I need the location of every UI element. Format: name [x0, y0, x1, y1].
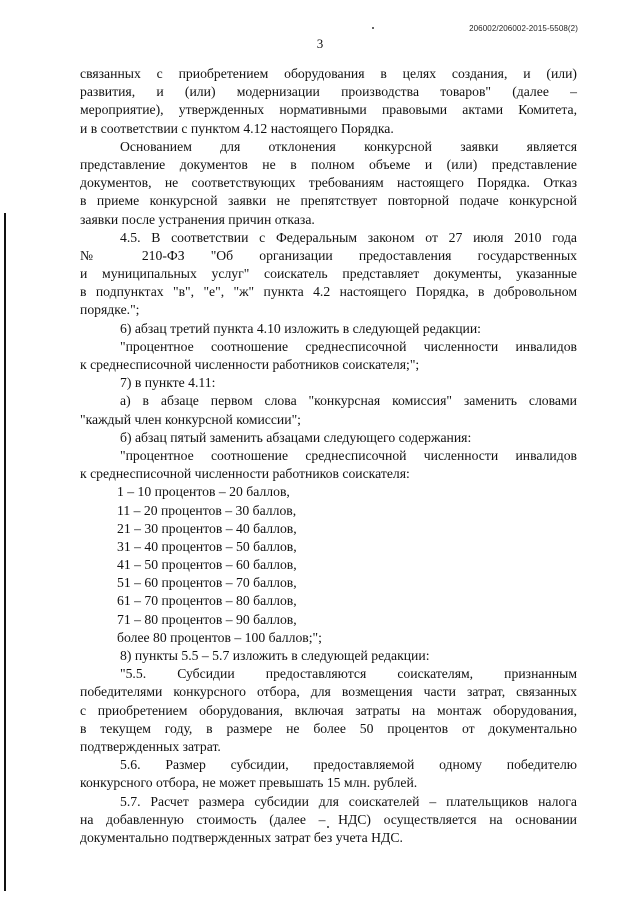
text-line: на добавленную стоимость (далее – НДС) осуществляется на основании [80, 811, 577, 827]
text-line: документов, не соответствующих требованиям настоящего Порядка. Отказ [80, 175, 577, 191]
text-line: "процентное соотношение среднесписочной численности инвалидов [120, 338, 577, 354]
text-line: представление документов не в полном объеме и (или) представление [80, 156, 577, 172]
text-line: с приобретением оборудования, включая затраты на монтаж оборудования, [80, 702, 577, 718]
text-line: и муниципальных услуг" соискатель представляет документы, указанные [80, 266, 577, 282]
text-line: 6) абзац третий пункта 4.10 изложить в следующей редакции: [120, 320, 481, 336]
text-line: 41 – 50 процентов – 60 баллов, [117, 557, 297, 573]
text-line: связанных с приобретением оборудования в целях создания, и (или) [80, 66, 577, 81]
text-line: в приеме конкурсной заявки не препятствует повторной подаче конкурсной [80, 193, 577, 209]
text-line: 1 – 10 процентов – 20 баллов, [117, 484, 290, 500]
text-line: 21 – 30 процентов – 40 баллов, [117, 520, 297, 536]
text-line: в подпунктах "в", "е", "ж" пункта 4.2 настоящего Порядка, в добровольном [80, 284, 577, 300]
text-line: 11 – 20 процентов – 30 баллов, [117, 502, 297, 518]
text-line: 51 – 60 процентов – 70 баллов, [117, 575, 297, 591]
text-line: подтвержденных затрат. [80, 738, 221, 754]
text-line: 31 – 40 процентов – 50 баллов, [117, 538, 297, 554]
text-line: в текущем году, в размере не более 50 процентов от документально [80, 720, 577, 736]
text-line: развития, и (или) модернизации производства товаров" (далее – [80, 84, 577, 100]
page-number: 3 [316, 36, 324, 51]
text-line: "процентное соотношение среднесписочной численности инвалидов [120, 447, 577, 463]
text-line: документально подтвержденных затрат без учета НДС. [80, 829, 403, 845]
text-line: к среднесписочной численности работников соискателя;"; [80, 357, 420, 372]
scan-speck [372, 27, 374, 29]
text-line: 5.6. Размер субсидии, предоставляемой одному победителю [120, 757, 577, 773]
text-line: мероприятие), утвержденных нормативными правовыми актами Комитета, [80, 102, 577, 118]
text-line: "каждый член конкурсной комиссии"; [80, 411, 301, 427]
text-line: и в соответствии с пунктом 4.12 настоящего Порядка. [80, 120, 394, 136]
text-line: 7) в пункте 4.11: [120, 375, 216, 391]
text-line: конкурсного отбора, не может превышать 15 млн. рублей. [80, 775, 418, 791]
text-line: 71 – 80 процентов – 90 баллов, [117, 611, 297, 627]
text-line: 8) пункты 5.5 – 5.7 изложить в следующей редакции: [120, 648, 430, 663]
text-line: порядке."; [80, 302, 140, 318]
text-line: № 210-ФЗ "Об организации предоставления государственных [80, 247, 577, 263]
document-id: 206002/206002-2015-5508(2) [469, 24, 578, 33]
text-line: б) абзац пятый заменить абзацами следующего содержания: [120, 429, 472, 445]
text-line: заявки после устранения причин отказа. [80, 211, 315, 227]
text-line: 61 – 70 процентов – 80 баллов, [117, 593, 297, 609]
text-line: Основанием для отклонения конкурсной заявки является [120, 138, 577, 154]
text-line: а) в абзаце первом слова "конкурсная комиссия" заменить словами [120, 393, 577, 409]
document-body [80, 65, 577, 847]
text-line: к среднесписочной численности работников соискателя: [80, 466, 410, 482]
text-line: победителями конкурсного отбора, для возмещения части затрат, связанных [80, 684, 577, 700]
scan-margin-line [4, 213, 6, 891]
text-line: более 80 процентов – 100 баллов;"; [117, 629, 322, 645]
text-line: "5.5. Субсидии предоставляются соискателям, признанным [120, 666, 577, 682]
text-line: 5.7. Расчет размера субсидии для соискателей – плательщиков налога [120, 793, 577, 809]
text-line: 4.5. В соответствии с Федеральным законом от 27 июля 2010 года [120, 229, 577, 245]
